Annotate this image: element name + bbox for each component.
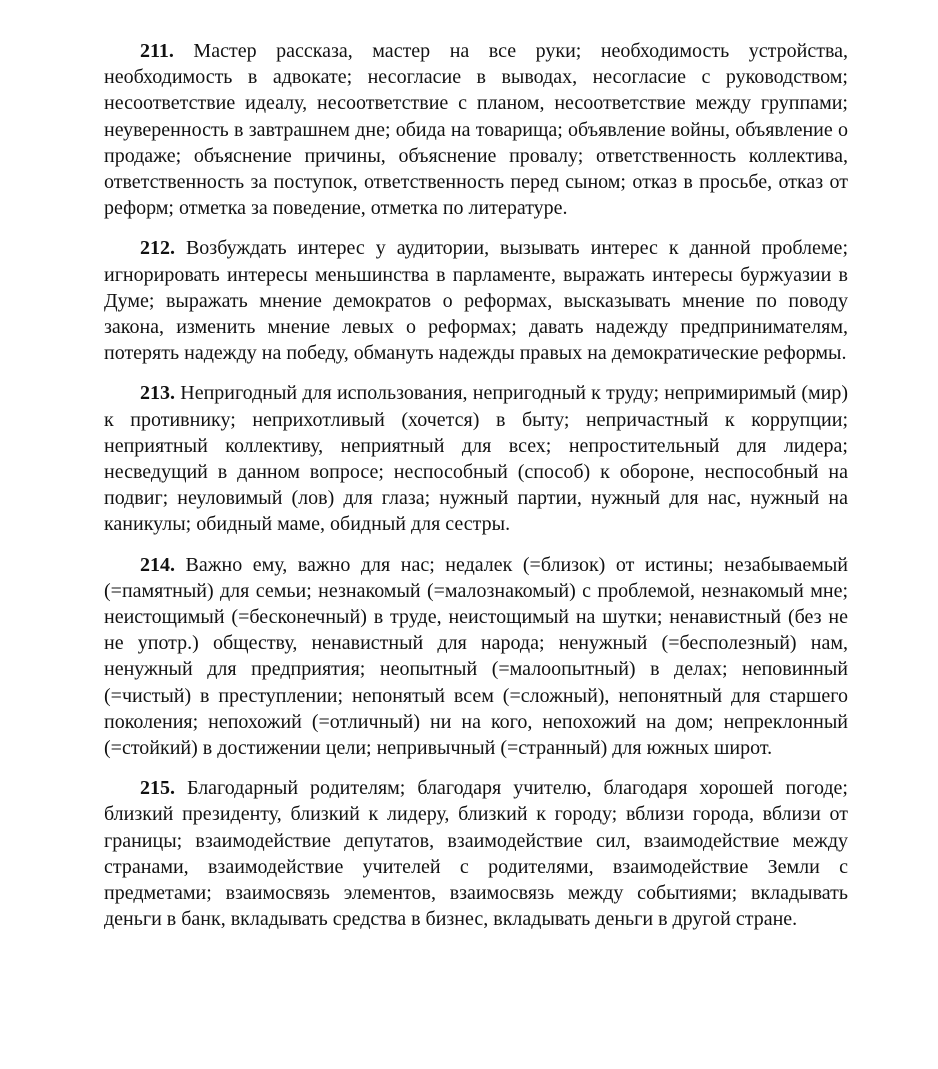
- exercise-212: [104, 235, 848, 366]
- exercise-text: Благодарный родителям; благодаря учителю, благодаря хорошей погоде; близкий президенту, близкий к лидеру, близкий к городу; вблизи города, вблизи от границы; взаимодействие депутатов, взаимодействие сил, взаимодействие между странами, взаимодействие учителей с родителями, взаимодействие Земли с предметами; взаимосвязь элементов, взаимосвязь между событиями; вкладывать деньги в банк, вкладывать средства в бизнес, вкладывать деньги в другой стране.: [104, 777, 848, 931]
- exercise-text: Важно ему, важно для нас; недалек (=близок) от истины; незабываемый (=памятный) для семьи; незнакомый (=малознакомый) с проблемой, незнакомый мне; неистощимый (=бесконечный) в труде, неистощимый на шутки; ненавистный (без не не употр.) обществу, ненавистный для народа; ненужный (=бесполезный) нам, ненужный для предприятия; неопытный (=малоопытный) в делах; неповинный (=чистый) в преступлении; непонятый всем (=сложный), непонятный для старшего поколения; непохожий (=отличный) ни на кого, непохожий на дом; непреклонный (=стойкий) в достижении цели; непривычный (=странный) для южных широт.: [104, 553, 848, 760]
- exercise-number: 213.: [140, 382, 175, 405]
- exercise-number: 215.: [140, 777, 175, 800]
- exercise-211: [104, 38, 848, 221]
- exercise-213: [104, 380, 848, 537]
- exercise-214: [104, 552, 848, 762]
- exercise-text: Непригодный для использования, непригодный к труду; непримиримый (мир) к противнику; неприхотливый (хочется) в быту; непричастный к коррупции; неприятный коллективу, неприятный для всех; непростительный для лидера; несведущий в данном вопросе; неспособный (способ) к обороне, неспособный на подвиг; неуловимый (лов) для глаза; нужный партии, нужный для нас, нужный на каникулы; обидный маме, обидный для сестры.: [104, 382, 849, 536]
- exercise-text: Мастер рассказа, мастер на все руки; необходимость устройства, необходимость в адвокате; несогласие в выводах, несогласие с руководством; несоответствие идеалу, несоответствие с планом, несоответствие между группами; неуверенность в завтрашнем дне; обида на товарища; объявление войны, объявление о продаже; объяснение причины, объяснение провалу; ответственность коллектива, ответственность за поступок, ответственность перед сыном; отказ в просьбе, отказ от реформ; отметка за поведение, отметка по литературе.: [104, 40, 849, 220]
- exercise-number: 211.: [140, 40, 174, 62]
- exercise-page: [104, 38, 848, 933]
- exercise-215: [104, 775, 848, 932]
- exercise-text: Возбуждать интерес у аудитории, вызывать интерес к данной проблеме; игнорировать интересы меньшинства в парламенте, выражать интересы буржуазии в Думе; выражать мнение демократов о реформах, высказывать мнение по поводу закона, изменить мнение левых о реформах; давать надежду предпринимателям, потерять надежду на победу, обмануть надежды правых на демократические реформы.: [104, 237, 848, 365]
- exercise-number: 212.: [140, 237, 175, 260]
- exercise-number: 214.: [140, 553, 175, 576]
